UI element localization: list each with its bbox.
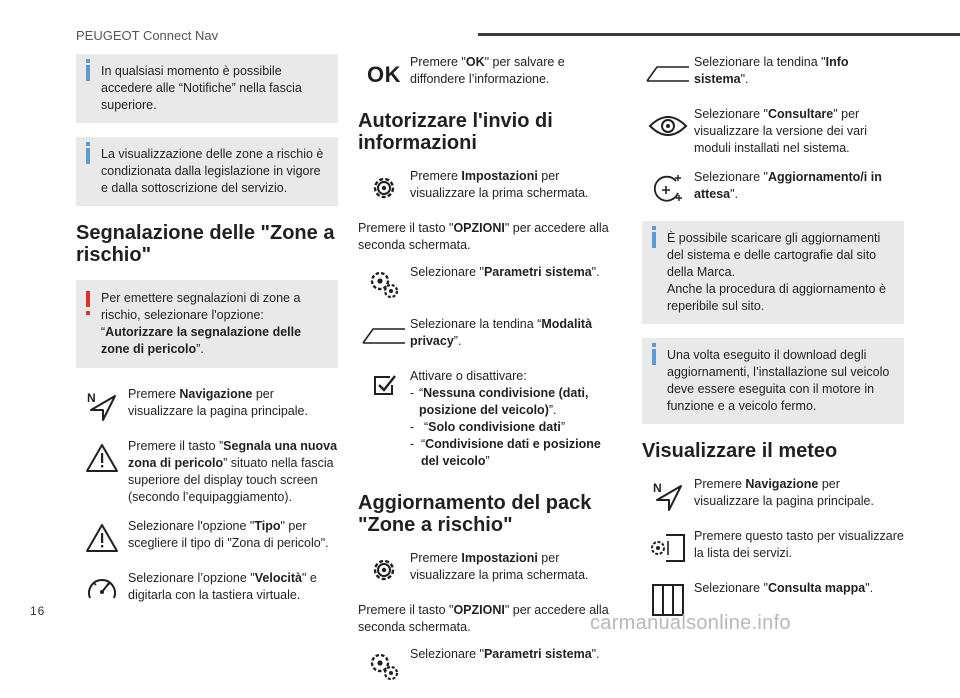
step-ok — [358, 54, 618, 94]
step-text: Selezionare "Consultare" per visualizzare la versione dei vari moduli installati nel sistema. — [694, 107, 867, 155]
step-info-tab — [642, 54, 904, 94]
step-text: Premere "OK" per salvare e diffondere l’informazione. — [410, 55, 565, 86]
navigation-icon — [642, 476, 694, 516]
step-settings — [358, 550, 618, 590]
tab-icon — [642, 54, 694, 94]
speedometer-icon — [76, 570, 128, 610]
step-consult — [642, 106, 904, 157]
step-text: Selezionare la tendina "Info sistema". — [694, 55, 849, 86]
note-text: Per emettere segnalazioni di zone a rischio, selezionare l'opzione: “Autorizzare la segnalazione delle zone di pericolo”. — [101, 291, 302, 356]
settings-gears-icon — [358, 646, 410, 686]
settings-gear-icon — [358, 168, 410, 208]
note-text: È possibile scaricare gli aggiornamenti del sistema e delle cartografie dal sito della Marca. — [667, 231, 881, 279]
note-text: Una volta eseguito il download degli aggiornamenti, l’installazione sul veicolo deve essere eseguita con il motore in funzione e a veicolo fermo. — [667, 348, 890, 413]
page-number: 16 — [30, 604, 46, 618]
list-item: - “Condivisione dati e posizione del veicolo” — [410, 437, 601, 468]
step-text: Selezionare "Aggiornamento/i in attesa". — [694, 170, 882, 201]
step-text: Premere il tasto "OPZIONI" per accedere alla seconda schermata. — [358, 221, 609, 252]
step-update — [642, 169, 904, 209]
note-text: In qualsiasi momento è possibile accedere alle “Notifiche” nella fascia superiore. — [101, 64, 302, 112]
step-text: Selezionare "Parametri sistema". — [410, 647, 600, 661]
step-text: Selezionare l’opzione "Velocità" e digitarla con la tastiera virtuale. — [128, 571, 317, 602]
settings-gear-icon — [358, 550, 410, 590]
step-text: Premere il tasto ”Segnala una nuova zona di pericolo” situato nella fascia superiore del display touch screen (secondo l’equipaggiamento). — [128, 439, 338, 504]
note-text: La visualizzazione delle zone a rischio è condizionata dalla legislazione in vigore e dalla sottoscrizione del servizio. — [101, 147, 324, 195]
svg-text:N: N — [87, 391, 96, 405]
info-note — [76, 137, 338, 206]
tab-icon — [358, 316, 410, 356]
step-privacy — [358, 316, 618, 356]
step-text: Selezionare "Consulta mappa". — [694, 581, 874, 595]
column-3 — [642, 54, 904, 632]
step-text: Premere il tasto "OPZIONI" per accedere alla seconda schermata. — [358, 603, 609, 634]
step-speed — [76, 570, 338, 610]
info-icon — [652, 232, 656, 248]
services-icon — [642, 528, 694, 568]
step-text: Premere Navigazione per visualizzare la pagina principale. — [128, 387, 308, 418]
section-heading: Autorizzare l'invio di informazioni — [358, 110, 553, 154]
info-note — [642, 338, 904, 424]
warning-note — [76, 280, 338, 368]
step-text: Premere Impostazioni per visualizzare la prima schermata. — [410, 169, 589, 200]
update-icon — [642, 169, 694, 209]
step-system-params — [358, 646, 618, 686]
step-text: Selezionare "Parametri sistema". — [410, 265, 600, 279]
note-text: Anche la procedura di aggiornamento è reperibile sul sito. — [667, 282, 886, 313]
step-report-zone — [76, 438, 338, 506]
step-settings — [358, 168, 618, 208]
header-rule — [478, 33, 960, 36]
step-navigation — [642, 476, 904, 516]
step-navigation — [76, 386, 338, 426]
step-system-params — [358, 264, 618, 304]
step-text: Premere questo tasto per visualizzare la lista dei servizi. — [694, 529, 904, 560]
watermark: carmanualsonline.info — [590, 612, 791, 634]
eye-icon — [642, 106, 694, 146]
step-text: Premere Impostazioni per visualizzare la prima schermata. — [410, 551, 589, 582]
info-icon — [86, 148, 90, 164]
list-item: - “Solo condivisione dati” — [410, 420, 565, 434]
info-note — [76, 54, 338, 123]
column-1 — [76, 54, 338, 622]
step-text: Selezionare l'opzione "Tipo" per scegliere il tipo di "Zona di pericolo". — [128, 519, 329, 550]
warning-triangle-icon — [76, 518, 128, 558]
warning-triangle-icon — [76, 438, 128, 478]
section-heading: Visualizzare il meteo — [642, 440, 838, 462]
info-icon — [86, 65, 90, 81]
info-icon — [652, 349, 656, 365]
section-heading: Aggiornamento del pack "Zone a rischio" — [358, 492, 592, 536]
step-services — [642, 528, 904, 568]
step-text: Premere Navigazione per visualizzare la pagina principale. — [694, 477, 874, 508]
step-type — [76, 518, 338, 558]
page-header-title: PEUGEOT Connect Nav — [76, 28, 219, 43]
step-toggle — [358, 368, 618, 470]
warning-icon — [86, 291, 90, 307]
column-2 — [358, 54, 618, 698]
list-item: - “Nessuna condivisione (dati, posizione del veicolo)”. — [410, 386, 589, 417]
section-heading: Segnalazione delle "Zone a rischio" — [76, 222, 335, 266]
navigation-icon — [76, 386, 128, 426]
svg-text:N: N — [653, 481, 662, 495]
info-note — [642, 221, 904, 324]
checkbox-icon — [358, 368, 410, 408]
toggle-intro: Attivare o disattivare: — [410, 369, 527, 383]
ok-button-icon: OK — [367, 61, 401, 87]
settings-gears-icon — [358, 264, 410, 304]
step-text: Selezionare la tendina “Modalità privacy”. — [410, 317, 593, 348]
